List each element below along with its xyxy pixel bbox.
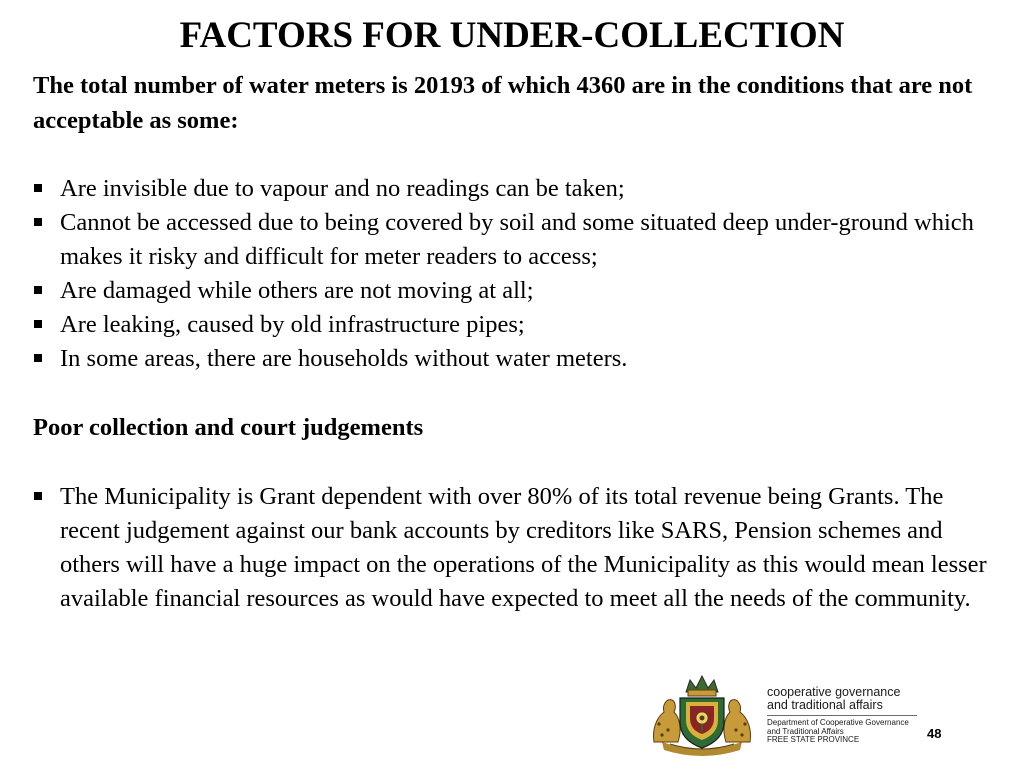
list-item-text: Are invisible due to vapour and no readings can be taken; [60,175,625,202]
list-item [33,172,993,206]
page-number: 48 [927,726,942,741]
department-text [767,686,937,745]
square-bullet-icon [34,184,42,192]
square-bullet-icon [34,320,42,328]
section-heading: Poor collection and court judgements [33,414,424,441]
meter-issues-list [33,172,993,376]
intro-paragraph: The total number of water meters is 20193 of which 4360 are in the conditions that are not acceptable as some: [33,72,973,134]
coat-of-arms-icon [648,672,756,756]
square-bullet-icon [34,286,42,294]
list-item-text: Are leaking, caused by old infrastructure pipes; [60,311,525,338]
divider [767,715,917,716]
square-bullet-icon [34,354,42,362]
dept-province: FREE STATE PROVINCE [767,735,860,744]
dept-name-line2: and traditional affairs [767,698,883,712]
list-item-text: The Municipality is Grant dependent with over 80% of its total revenue being Grants. The recent judgement against our bank accounts by creditors like SARS, Pension schemes and others will have a huge impact on the operations of the Municipality as this would mean lesser available financial resources as would have expected to meet all the needs of the community. [60,483,987,612]
list-item-text: Cannot be accessed due to being covered by soil and some situated deep under-ground which makes it risky and difficult for meter readers to access; [60,209,974,270]
list-item-text: In some areas, there are households without water meters. [60,345,628,372]
slide-title: FACTORS FOR UNDER-COLLECTION [179,15,845,56]
dept-sub-line1: Department of Cooperative Governance [767,718,909,727]
list-item [33,308,993,342]
square-bullet-icon [34,218,42,226]
list-item [33,480,993,616]
list-item [33,274,993,308]
list-item [33,342,993,376]
square-bullet-icon [34,492,42,500]
dept-sub-line2: and Traditional Affairs [767,726,844,736]
list-item-text: Are damaged while others are not moving at all; [60,277,534,304]
list-item [33,206,993,274]
dept-name-line1: cooperative governance [767,685,901,699]
department-footer [648,672,948,756]
collection-points-list [33,480,993,616]
